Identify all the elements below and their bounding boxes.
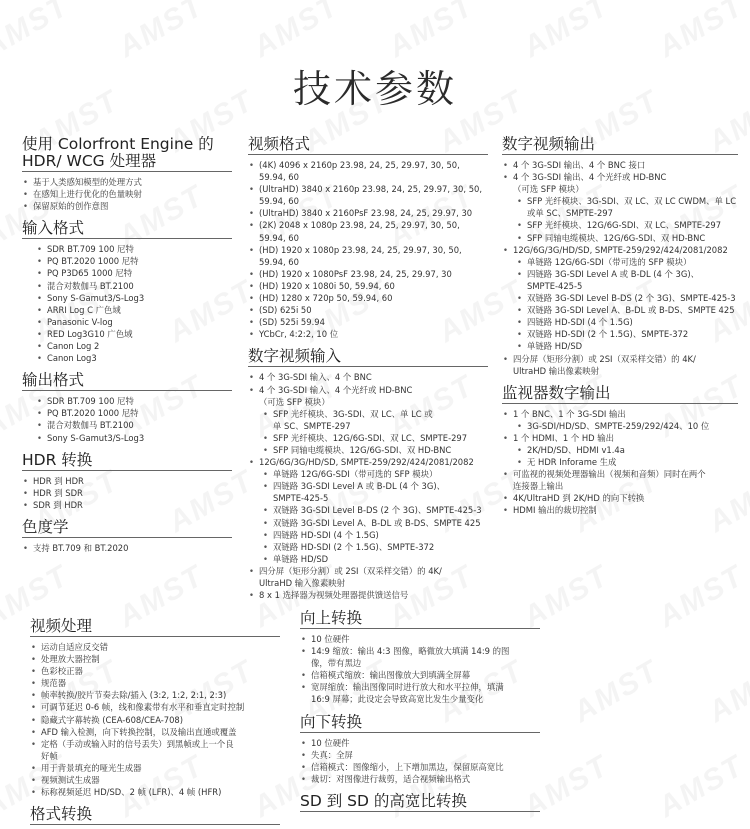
spec-item: • 单链路 12G/6G-SDI（带可选的 SFP 模块） — [502, 256, 738, 268]
spec-item: • 单链路 HD/SD — [248, 553, 488, 565]
spec-list — [502, 408, 738, 517]
spec-item: • 无 HDR Inforame 生成 — [502, 456, 738, 468]
watermark-logo — [568, 654, 666, 730]
section-heading: 输出格式 — [22, 372, 232, 391]
column-video-formats — [248, 136, 488, 601]
spec-item: • YCbCr, 4:2:2, 10 位 — [248, 328, 488, 340]
spec-list — [300, 737, 540, 785]
spec-item: • Sony S-Gamut3/S-Log3 — [22, 292, 232, 304]
spec-item: • ARRI Log C 广色域 — [22, 304, 232, 316]
spec-item: • 单链路 12G/6G-SDI（带可选的 SFP 模块） — [248, 468, 488, 480]
watermark-logo — [383, 0, 481, 65]
spec-item: • (2K) 2048 x 1080p 23.98, 24, 25, 29.97, 30, 50, 59.94, 60 — [248, 219, 488, 243]
section-heading: SD 到 SD 的高宽比转换 — [300, 793, 540, 812]
spec-item: • 8 x 1 选择器为视频处理器提供馈送信号 — [248, 589, 488, 601]
spec-item: • 1 个 BNC、1 个 3G-SDI 输出 — [502, 408, 738, 420]
spec-item: • 支持 BT.709 和 BT.2020 — [22, 542, 232, 554]
section-heading: 向上转换 — [300, 610, 540, 629]
spec-item: • SFP 光纤模块、3G-SDI、双 LC、双 LC CWDM、单 LC 或单 SC、SMPTE-297 — [502, 195, 738, 219]
column-conversion — [300, 610, 540, 816]
spec-item: • 双链路 3G-SDI Level B-DS (2 个 3G)、SMPTE-425-3 — [502, 292, 738, 304]
spec-item: • 混合对数伽马 BT.2100 — [22, 280, 232, 292]
watermark-logo — [0, 0, 75, 65]
spec-item: • PQ BT.2020 1000 尼特 — [22, 255, 232, 267]
spec-item: • 失真：全屏 — [300, 749, 540, 761]
spec-item: • 12G/6G/3G/HD/SD, SMPTE-259/292/424/2081/2082 — [248, 456, 488, 468]
spec-item: • 四链路 3G-SDI Level A 或 B-DL (4 个 3G)、 SMPTE-425-5 — [502, 268, 738, 292]
page-title: 技术参数 — [292, 67, 457, 111]
spec-item: • (SD) 525i 59.94 — [248, 316, 488, 328]
spec-item: • 四链路 HD-SDI (4 个 1.5G) — [248, 529, 488, 541]
column-color-processing — [22, 136, 232, 554]
spec-item: • 规范器 — [30, 677, 280, 689]
spec-list — [22, 395, 232, 443]
watermark-logo — [248, 0, 346, 65]
spec-item: • (UltraHD) 3840 x 2160p 23.98, 24, 25, 29.97, 30, 50, 59.94, 60 — [248, 183, 488, 207]
spec-list — [248, 371, 488, 601]
spec-item: • 4 个 3G-SDI 输入、4 个光纤或 HD-BNC （可选 SFP 模块） — [248, 384, 488, 408]
section-heading: HDR 转换 — [22, 452, 232, 471]
spec-item: • 可监视的视频处理器输出（视频和音频）同时在两个 连接器上输出 — [502, 468, 738, 492]
section-heading: 视频处理 — [30, 618, 280, 637]
section-heading: 使用 Colorfront Engine 的 HDR/ WCG 处理器 — [22, 136, 232, 172]
spec-item: • 四分屏（矩形分割）或 2SI（双采样交错）的 4K/ UltraHD 输入像素映射 — [248, 565, 488, 589]
spec-list — [22, 176, 232, 212]
spec-item: • 2K/HD/SD、HDMI v1.4a — [502, 444, 738, 456]
spec-list — [300, 633, 540, 706]
section-heading: 格式转换 — [30, 806, 280, 825]
spec-item: • 3G-SDI/HD/SD、SMPTE-259/292/424、10 位 — [502, 420, 738, 432]
spec-item: • AFD 输入检测，向下转换控制，以及输出直通或覆盖 — [30, 726, 280, 738]
watermark-logo — [653, 0, 750, 65]
watermark-logo — [518, 0, 616, 65]
spec-item: • 运动自适应反交错 — [30, 641, 280, 653]
column-digital-outputs — [502, 136, 738, 517]
spec-list — [22, 542, 232, 554]
spec-item: • SFP 光纤模块、3G-SDI、双 LC、单 LC 或 单 SC、SMPTE-297 — [248, 408, 488, 432]
spec-item: • 用于背景填充的哑光生成器 — [30, 762, 280, 774]
spec-item: • SFP 光纤模块、12G/6G-SDI、双 LC、SMPTE-297 — [502, 219, 738, 231]
watermark-logo — [113, 0, 211, 65]
spec-item: • (HD) 1280 x 720p 50, 59.94, 60 — [248, 292, 488, 304]
spec-item: • 双链路 HD-SDI (2 个 1.5G)、SMPTE-372 — [502, 328, 738, 340]
spec-item: • HDR 到 HDR — [22, 475, 232, 487]
spec-item: • 视频测试生成器 — [30, 774, 280, 786]
section-heading: 监视器数字输出 — [502, 385, 738, 404]
spec-item: • 单链路 HD/SD — [502, 340, 738, 352]
spec-item: • (SD) 625i 50 — [248, 304, 488, 316]
spec-item: • 双链路 HD-SDI (2 个 1.5G)、SMPTE-372 — [248, 541, 488, 553]
spec-item: • 双链路 3G-SDI Level B-DS (2 个 3G)、SMPTE-425-3 — [248, 504, 488, 516]
spec-item: • 处理放大器控制 — [30, 653, 280, 665]
spec-item: • Canon Log 2 — [22, 340, 232, 352]
section-heading: 色度学 — [22, 519, 232, 538]
section-heading: 数字视频输出 — [502, 136, 738, 155]
spec-item: • 4 个 3G-SDI 输出、4 个光纤或 HD-BNC （可选 SFP 模块） — [502, 171, 738, 195]
section-heading: 向下转换 — [300, 714, 540, 733]
column-video-processing — [30, 618, 280, 829]
spec-item: • PQ BT.2020 1000 尼特 — [22, 407, 232, 419]
spec-item: • 4 个 3G-SDI 输入、4 个 BNC — [248, 371, 488, 383]
spec-item: • 1 个 HDMI、1 个 HD 输出 — [502, 432, 738, 444]
spec-item: • 裁切：对图像进行裁剪，适合视频输出格式 — [300, 773, 540, 785]
spec-item: • 隐藏式字幕转换 (CEA-608/CEA-708) — [30, 714, 280, 726]
spec-item: • SFP 光纤模块、12G/6G-SDI、双 LC、SMPTE-297 — [248, 432, 488, 444]
section-heading: 数字视频输入 — [248, 348, 488, 367]
spec-item: • (4K) 4096 x 2160p 23.98, 24, 25, 29.97, 30, 50, 59.94, 60 — [248, 159, 488, 183]
spec-item: • (UltraHD) 3840 x 2160PsF 23.98, 24, 25, 29.97, 30 — [248, 207, 488, 219]
spec-list — [502, 159, 738, 377]
spec-item: • 帧率转换/胶片节奏去除/插入 (3:2, 1:2, 2:1, 2:3) — [30, 689, 280, 701]
spec-item: • 10 位硬件 — [300, 633, 540, 645]
watermark-logo — [653, 749, 750, 825]
spec-item: • 在感知上进行优化的色量映射 — [22, 188, 232, 200]
section-heading: 输入格式 — [22, 220, 232, 239]
watermark-logo — [703, 654, 750, 730]
spec-item: • SDR BT.709 100 尼特 — [22, 243, 232, 255]
spec-item: • (HD) 1920 x 1080i 50, 59.94, 60 — [248, 280, 488, 292]
spec-item: • 宽屏缩放：输出图像同时进行放大和水平拉伸，填满 16:9 屏幕；此设定会导致高宽比发生少量变化 — [300, 681, 540, 705]
spec-item: • 4 个 3G-SDI 输出、4 个 BNC 接口 — [502, 159, 738, 171]
spec-item: • Canon Log3 — [22, 352, 232, 364]
spec-item: • HDR 到 SDR — [22, 487, 232, 499]
spec-item: • (HD) 1920 x 1080PsF 23.98, 24, 25, 29.97, 30 — [248, 268, 488, 280]
spec-item: • 12G/6G/3G/HD/SD, SMPTE-259/292/424/2081/2082 — [502, 244, 738, 256]
section-heading: 视频格式 — [248, 136, 488, 155]
spec-list — [22, 475, 232, 511]
spec-item: • Panasonic V-log — [22, 316, 232, 328]
spec-item: • 双链路 3G-SDI Level A、B-DL 或 B-DS、SMPTE 425 — [248, 517, 488, 529]
spec-item: • SFP 同轴电缆模块、12G/6G-SDI、双 HD-BNC — [248, 444, 488, 456]
spec-item: • 双链路 3G-SDI Level A、B-DL 或 B-DS、SMPTE 425 — [502, 304, 738, 316]
spec-item: • 10 位硬件 — [300, 737, 540, 749]
spec-item: • RED Log3G10 广色域 — [22, 328, 232, 340]
spec-item: • 定格（手动或输入时的信号丢失）到黑帧或上一个良 好帧 — [30, 738, 280, 762]
spec-item: • SDR 到 HDR — [22, 499, 232, 511]
spec-item: • 四分屏（矩形分割）或 2SI（双采样交错）的 4K/ UltraHD 输出像素映射 — [502, 353, 738, 377]
spec-item: • PQ P3D65 1000 尼特 — [22, 267, 232, 279]
spec-list — [248, 159, 488, 340]
watermark-logo — [653, 559, 750, 635]
spec-item: • 信箱模式缩放：输出图像放大到填满全屏幕 — [300, 669, 540, 681]
spec-list — [22, 243, 232, 364]
spec-list — [30, 641, 280, 798]
spec-item: • 色彩校正器 — [30, 665, 280, 677]
spec-item: • SDR BT.709 100 尼特 — [22, 395, 232, 407]
spec-item: • 基于人类感知模型的处理方式 — [22, 176, 232, 188]
spec-item: • 14:9 缩放：输出 4:3 图像，略微放大填满 14:9 的图 像，带有黑边 — [300, 645, 540, 669]
spec-item: • 混合对数伽马 BT.2100 — [22, 419, 232, 431]
spec-item: • HDMI 输出的裁切控制 — [502, 504, 738, 516]
spec-item: • 四链路 HD-SDI (4 个 1.5G) — [502, 316, 738, 328]
spec-item: • (HD) 1920 x 1080p 23.98, 24, 25, 29.97, 30, 50, 59.94, 60 — [248, 244, 488, 268]
spec-item: • Sony S-Gamut3/S-Log3 — [22, 432, 232, 444]
spec-item: • 保留原始的创作意图 — [22, 200, 232, 212]
spec-item: • 四链路 3G-SDI Level A 或 B-DL (4 个 3G)、 SMPTE-425-5 — [248, 480, 488, 504]
spec-item: • 信箱模式：图像缩小，上下增加黑边，保留原高宽比 — [300, 761, 540, 773]
spec-item: • SFP 同轴电缆模块、12G/6G-SDI、双 HD-BNC — [502, 232, 738, 244]
spec-item: • 4K/UltraHD 到 2K/HD 的向下转换 — [502, 492, 738, 504]
spec-item: • 可调节延迟 0-6 帧，线和像素带有水平和垂直定时控制 — [30, 701, 280, 713]
spec-item: • 标称视频延迟 HD/SD、2 帧 (LFR)、4 帧 (HFR) — [30, 786, 280, 798]
